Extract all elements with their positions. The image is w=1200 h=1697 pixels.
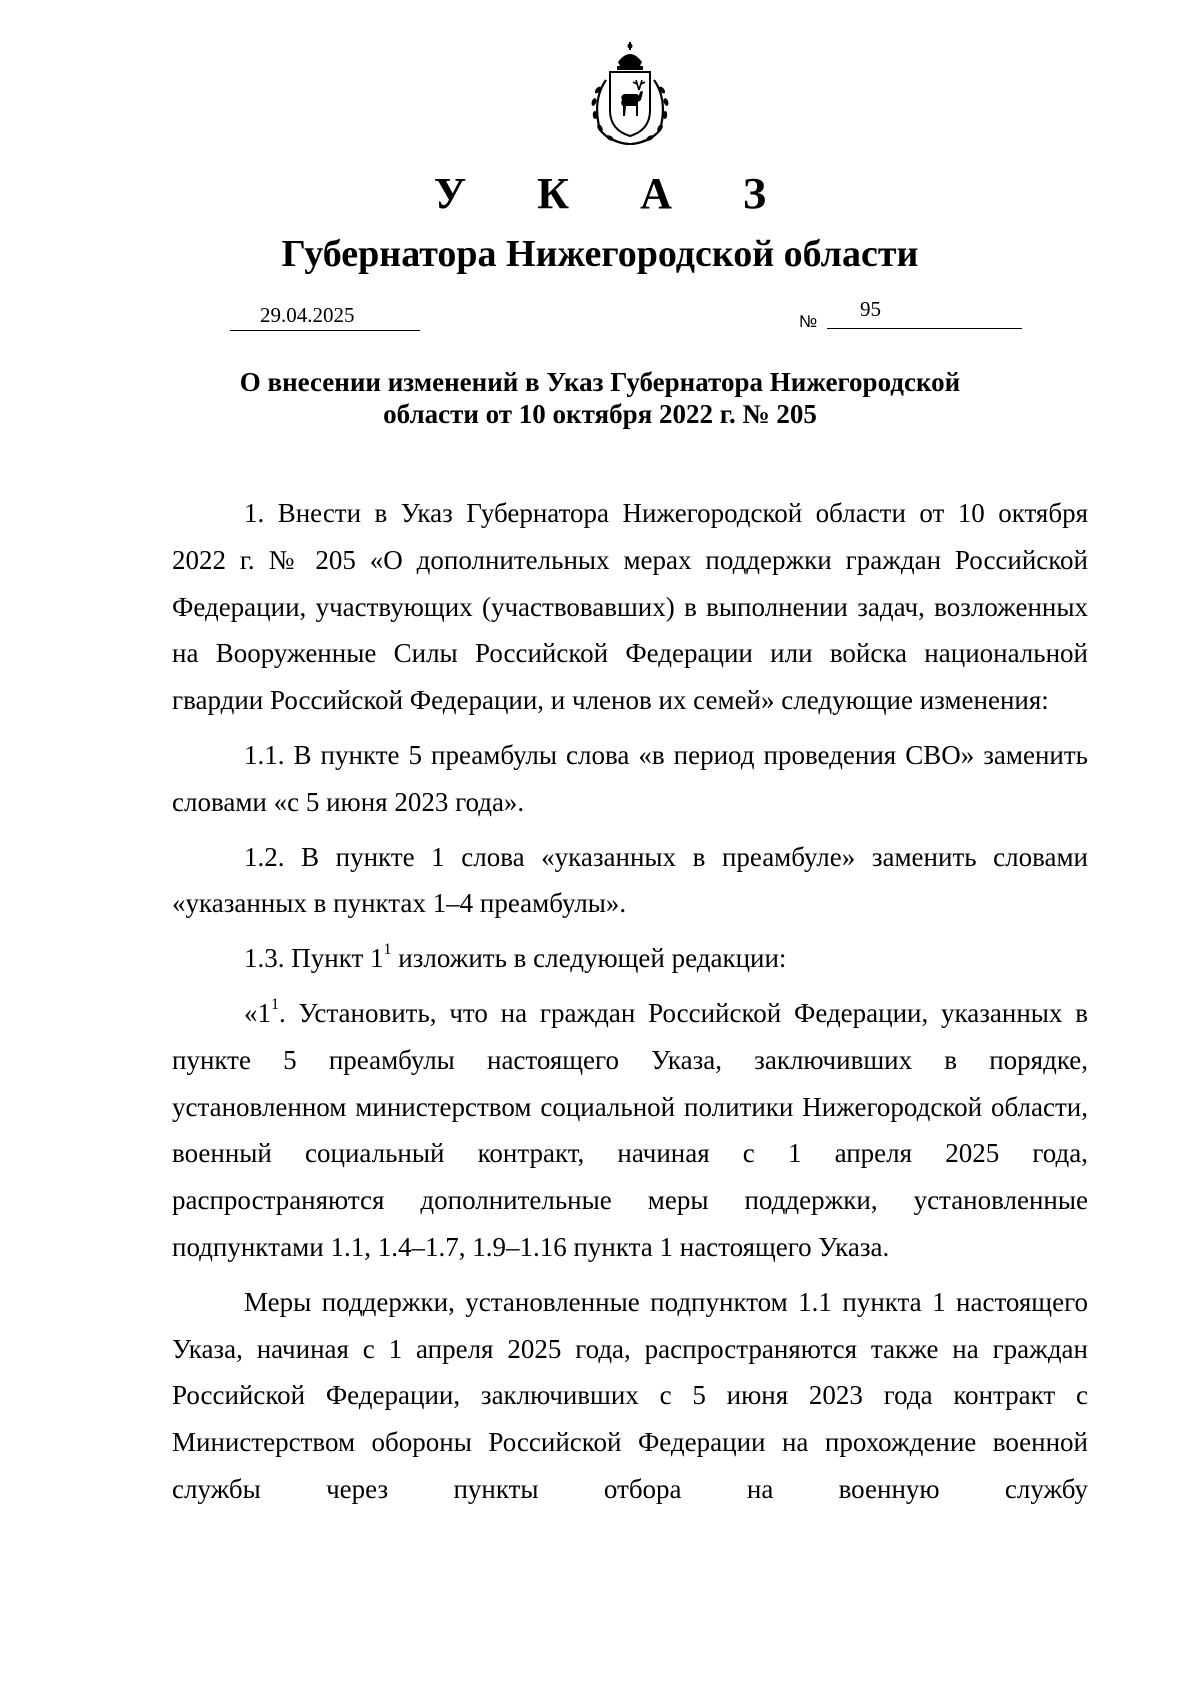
number-field bbox=[827, 297, 1022, 329]
paragraph-quote bbox=[172, 990, 1088, 1271]
heading-line-1: О внесении изменений в Указ Губернатора Нижегородской bbox=[239, 367, 961, 397]
superscript: 1 bbox=[271, 995, 279, 1013]
paragraph-1-3-start: 1.3. Пункт 1 bbox=[244, 943, 384, 974]
date-field bbox=[230, 300, 420, 331]
coat-of-arms-emblem bbox=[570, 40, 690, 150]
document-date: 29.04.2025 bbox=[260, 303, 355, 327]
number-sign: № bbox=[799, 312, 818, 331]
paragraph-support-measures: Меры поддержки, установленные подпунктом 1.1 пункта 1 настоящего Указа, начиная с 1 апреля 2025 года, распространяются также на граждан Российской Федерации, заключивших с 5 июня 2023 года контракт с Министерством обороны Российской Федерации на прохождение военной службы через пункты отбора на военную службу bbox=[172, 1286, 1088, 1504]
paragraph-1-3 bbox=[172, 935, 1088, 982]
paragraph-quote-text: . Установить, что на граждан Российской Федерации, указанных в пункте 5 преамбулы настоящего Указа, заключивших в порядке, установленном министерством социальной политики Нижегородской области, военный социальный контракт, начиная с 1 апреля 2025 года, распространяются дополнительные меры поддержки, установленные подпунктами 1.1, 1.4–1.7, 1.9–1.16 пункта 1 настоящего Указа. bbox=[172, 997, 1088, 1262]
document-heading bbox=[0, 366, 1200, 430]
superscript: 1 bbox=[383, 941, 392, 959]
paragraph-1: 1. Внести в Указ Губернатора Нижегородской области от 10 октября 2022 г. № 205 «О дополнительных мерах поддержки граждан Российской Федерации, участвующих (участвовавших) в выполнении задач, возложенных на Вооруженные Силы Российской Федерации или войска национальной гвардии Российской Федерации, и членов их семей» следующие изменения: bbox=[172, 498, 1088, 716]
document-number: 95 bbox=[860, 297, 881, 321]
issuer-title: Губернатора Нижегородской области bbox=[281, 233, 919, 275]
heading-line-2: области от 10 октября 2022 г. № 205 bbox=[383, 399, 817, 429]
document-title: У К А З bbox=[433, 169, 797, 218]
paragraph-1-1: 1.1. В пункте 5 преамбулы слова «в период проведения СВО» заменить словами «с 5 июня 2023 года». bbox=[172, 739, 1088, 817]
paragraph-quote-start: «1 bbox=[244, 997, 271, 1028]
paragraph-1-3-end: изложить в следующей редакции: bbox=[391, 943, 787, 974]
document-body bbox=[172, 490, 1088, 1513]
paragraph-1-2: 1.2. В пункте 1 слова «указанных в преамбуле» заменить словами «указанных в пунктах 1–4 преамбулы». bbox=[172, 841, 1088, 919]
